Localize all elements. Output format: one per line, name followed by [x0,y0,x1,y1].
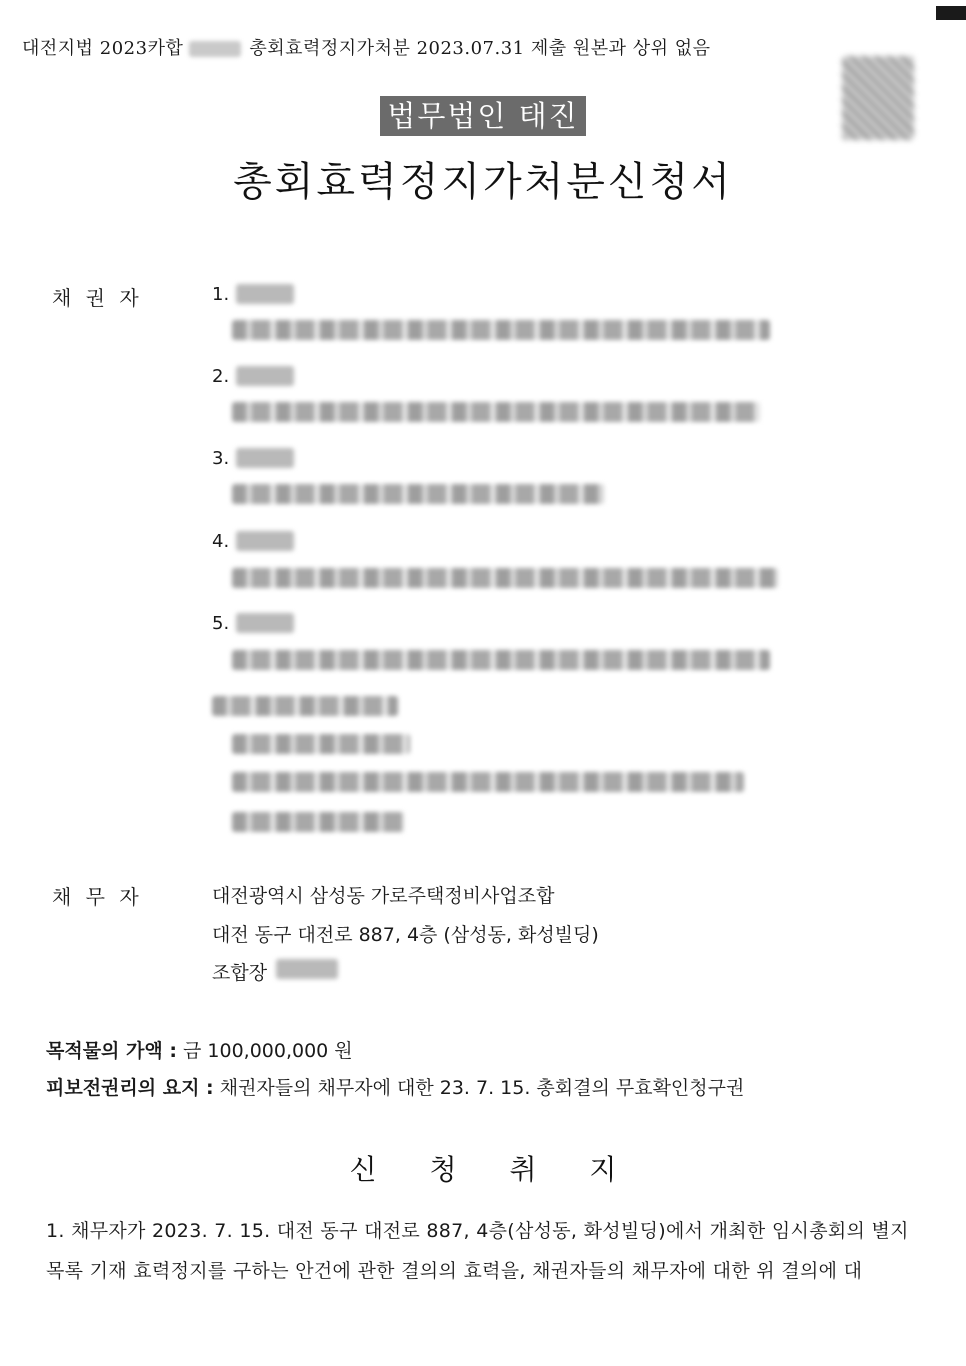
claim-value: 금 100,000,000 원 [183,1040,353,1062]
law-firm-badge: 법무법인 태진 [380,96,586,136]
debtor-name: 대전광역시 삼성동 가로주택정비사업조합 [212,885,555,907]
redacted-creditor-address [232,650,770,670]
redacted-creditor-address [232,484,604,504]
purpose-paragraph-line-2: 목록 기재 효력정지를 구하는 안건에 관한 결의의 효력을, 채권자들의 채무자에 대한 위 결의에 대 [46,1260,863,1282]
redacted-creditor-name [236,613,294,633]
redacted-creditor-name [236,531,294,551]
debtor-rep-label: 조합장 [212,962,268,984]
redacted-representative-name [232,734,410,754]
redacted-creditor-name [236,366,294,386]
redacted-creditor-address [232,402,760,422]
purpose-section-title: 신 청 취 지 [349,1153,639,1186]
claim-right: 채권자들의 채무자에 대한 23. 7. 15. 총회결의 무효확인청구권 [219,1077,745,1099]
debtor-label: 채 무 자 [52,885,143,909]
debtor-address: 대전 동구 대전로 887, 4층 (삼성동, 화성빌딩) [212,924,599,946]
claim-right-row [46,1073,744,1100]
document-title: 총회효력정지가처분신청서 [233,159,733,205]
redacted-creditor-address [232,568,778,588]
claim-right-label: 피보전권리의 요지 : [46,1077,214,1099]
creditor-item-1-num: 1. [212,284,230,305]
creditor-item-2-num: 2. [212,366,230,387]
creditor-item-5-num: 5. [212,613,230,634]
redacted-qr-code [842,56,914,140]
redacted-case-number [189,41,241,57]
certification-stamp-line [22,34,711,60]
claim-value-row [46,1036,353,1063]
redacted-representative-contact [232,812,404,832]
redacted-debtor-rep-name [276,959,338,979]
stamp-prefix: 대전지법 2023카합 [22,38,184,59]
purpose-paragraph-line-1: 1. 채무자가 2023. 7. 15. 대전 동구 대전로 887, 4층(삼성동, 화성빌딩)에서 개최한 임시총회의 별지 [46,1220,909,1242]
creditor-item-3-num: 3. [212,448,230,469]
redacted-creditor-name [236,284,294,304]
corner-mark [936,6,966,20]
redacted-representative-heading [212,696,398,716]
redacted-creditor-name [236,448,294,468]
creditor-label: 채 권 자 [52,286,143,310]
claim-value-label: 목적물의 가액 : [46,1040,177,1062]
redacted-representative-address [232,772,744,792]
stamp-suffix: 총회효력정지가처분 2023.07.31 제출 원본과 상위 없음 [249,38,711,59]
creditor-item-4-num: 4. [212,531,230,552]
redacted-creditor-address [232,320,770,340]
